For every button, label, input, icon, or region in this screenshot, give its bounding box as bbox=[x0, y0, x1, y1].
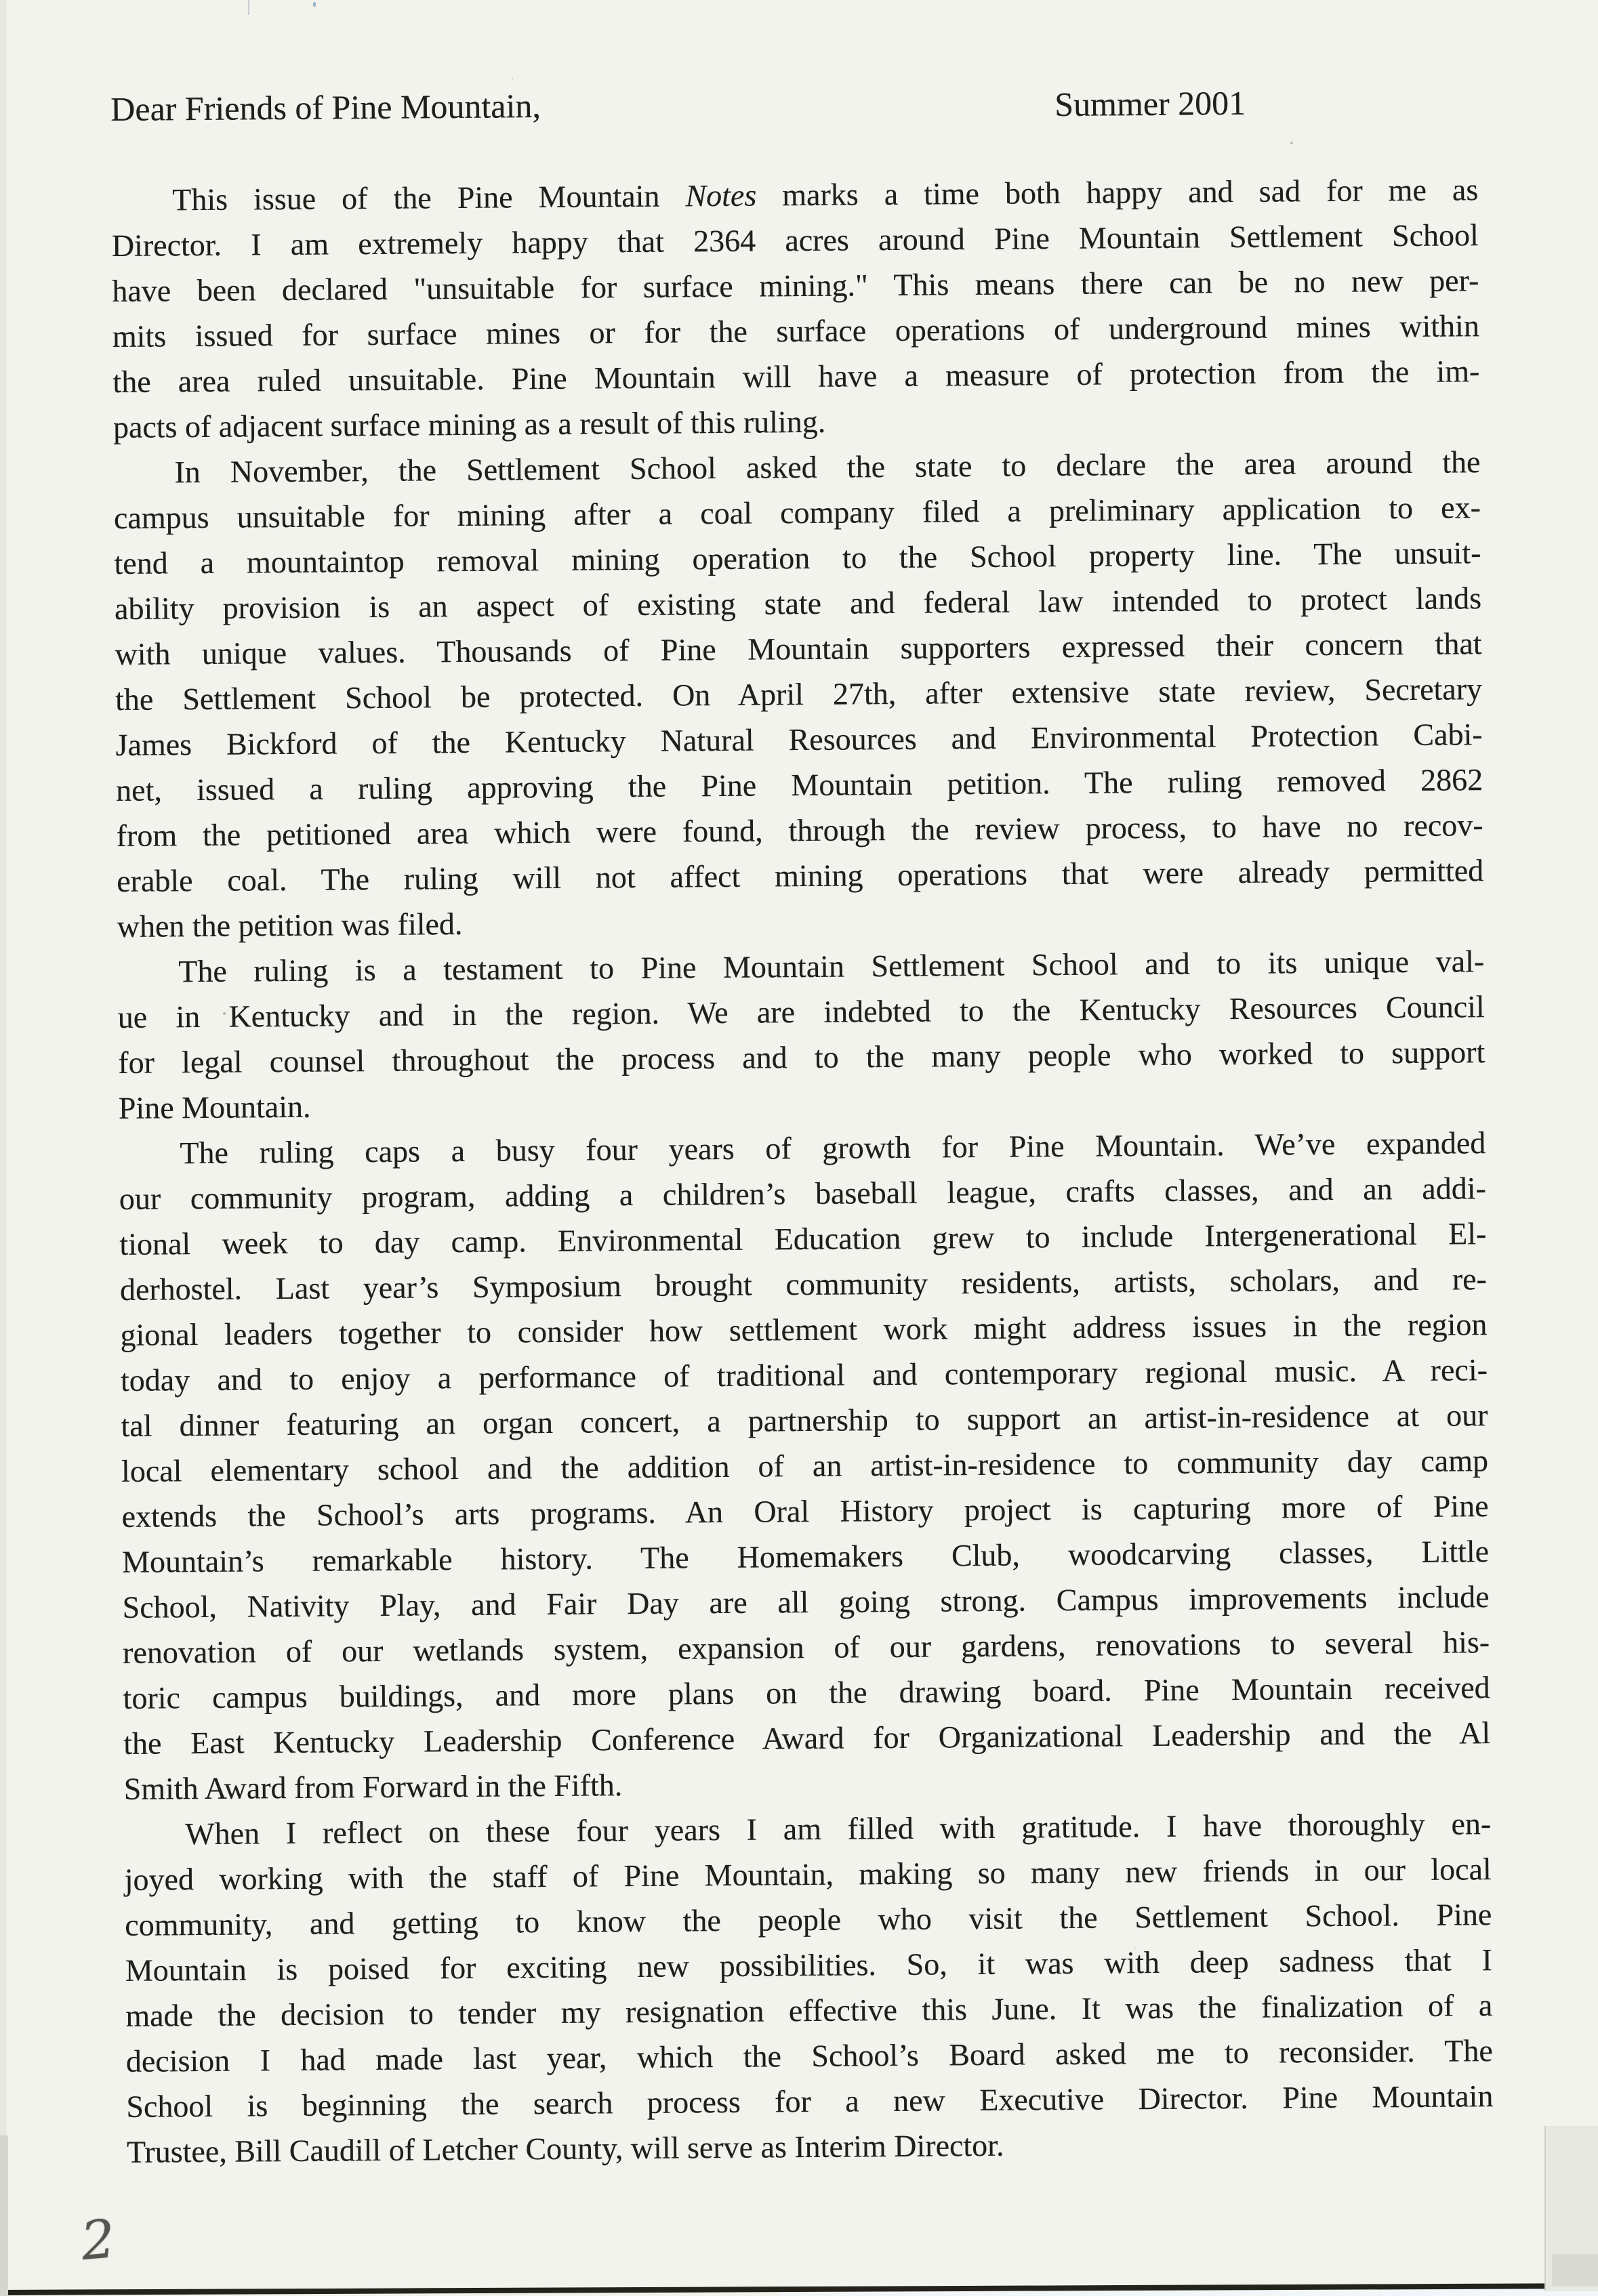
scan-top-tick bbox=[248, 0, 249, 15]
scan-corner-mark bbox=[1552, 2254, 1598, 2286]
letter-line: Trustee, Bill Caudill of Letcher County, will serve as Interim Director. bbox=[126, 2127, 1004, 2169]
letter-line: the East Kentucky Leadership Conference Award for Organizational Leadership and the Al bbox=[123, 1715, 1491, 1761]
letter-line: The ruling is a testament to Pine Mountain Settlement School and to its unique val- bbox=[178, 944, 1485, 989]
scan-speck bbox=[313, 2, 316, 7]
letter-line: renovation of our wetlands system, expansion of our gardens, renovations to several his- bbox=[122, 1625, 1490, 1670]
letter-line: the Settlement School be protected. On April 27th, after extensive state review, Secretary bbox=[115, 671, 1483, 717]
letter-line: In November, the Settlement School asked the state to declare the area around the bbox=[174, 444, 1481, 490]
letter-line: net, issued a ruling approving the Pine Mountain petition. The ruling removed 2862 bbox=[115, 762, 1483, 808]
letter-greeting: Dear Friends of Pine Mountain, bbox=[110, 87, 541, 128]
letter-line: today and to enjoy a performance of traditional and contemporary regional music. A reci- bbox=[120, 1352, 1488, 1398]
letter-line: when the petition was filed. bbox=[117, 906, 463, 944]
letter-line: the area ruled unsuitable. Pine Mountain will have a measure of protection from the im- bbox=[112, 354, 1480, 399]
letter-line: pacts of adjacent surface mining as a result of this ruling. bbox=[112, 404, 826, 444]
letter-line: gional leaders together to consider how settlement work might address issues in the region bbox=[120, 1307, 1488, 1352]
letter-line: joyed working with the staff of Pine Mountain, making so many new friends in our local bbox=[124, 1852, 1492, 1897]
letter-content bbox=[110, 76, 1494, 2175]
letter-line: erable coal. The ruling will not affect mining operations that were already permitted bbox=[117, 853, 1484, 898]
letter-line: Mountain is poised for exciting new possibilities. So, it was with deep sadness that I bbox=[125, 1942, 1492, 1988]
letter-line: Smith Award from Forward in the Fifth. bbox=[123, 1768, 623, 1806]
letter-line: School, Nativity Play, and Fair Day are all going strong. Campus improvements include bbox=[122, 1579, 1490, 1625]
letter-line: for legal counsel throughout the process and to the many people who worked to support bbox=[118, 1035, 1486, 1080]
letter-line: James Bickford of the Kentucky Natural Resources and Environmental Protection Cabi- bbox=[115, 717, 1483, 762]
scan-left-edge-shading bbox=[0, 0, 7, 2296]
letter-line: have been declared "unsuitable for surface mining." This means there can be no new per- bbox=[112, 263, 1479, 308]
letter-line: The ruling caps a busy four years of growth for Pine Mountain. We’ve expanded bbox=[180, 1125, 1486, 1171]
letter-line: local elementary school and the addition of an artist-in-residence to community day camp bbox=[121, 1443, 1489, 1488]
letter-line: derhostel. Last year’s Symposium brought community residents, artists, scholars, and re- bbox=[119, 1261, 1488, 1307]
letter-date: Summer 2001 bbox=[1054, 83, 1246, 124]
letter-line: extends the School’s arts programs. An Oral History project is capturing more of Pine bbox=[121, 1488, 1489, 1534]
letter-line: with unique values. Thousands of Pine Mountain supporters expressed their concern that bbox=[115, 626, 1482, 671]
letter-line: tional week to day camp. Environmental Education grew to include Intergenerational El- bbox=[119, 1216, 1487, 1261]
letter-line: made the decision to tender my resignation effective this June. It was the finalization of a bbox=[125, 1988, 1493, 2033]
page-number: 2 bbox=[79, 2209, 118, 2272]
letter-line: Pine Mountain. bbox=[118, 1089, 311, 1125]
letter-line: tal dinner featuring an organ concert, a partnership to support an artist-in-residence at our bbox=[121, 1398, 1488, 1443]
letter-line: ability provision is an aspect of existing state and federal law intended to protect lands bbox=[114, 581, 1482, 626]
letter-line: Director. I am extremely happy that 2364 acres around Pine Mountain Settlement School bbox=[111, 217, 1479, 263]
letter-line: School is beginning the search process for a new Executive Director. Pine Mountain bbox=[126, 2079, 1494, 2124]
letter-line: campus unsuitable for mining after a coal company filed a preliminary application to ex- bbox=[113, 490, 1481, 535]
letter-line: from the petitioned area which were found, through the review process, to have no recov- bbox=[116, 808, 1483, 853]
letter-line: Mountain’s remarkable history. The Homemakers Club, woodcarving classes, Little bbox=[121, 1534, 1490, 1579]
letter-body bbox=[111, 167, 1494, 2175]
scan-left-edge-mark bbox=[0, 2135, 8, 2296]
letter-line: our community program, adding a children’s baseball league, crafts classes, and an addi- bbox=[119, 1171, 1487, 1216]
letter-line: ue in Kentucky and in the region. We are indebted to the Kentucky Resources Council bbox=[117, 989, 1485, 1035]
letter-line: This issue of the Pine Mountain Notes marks a time both happy and sad for me as bbox=[172, 172, 1479, 217]
letter-line: tend a mountaintop removal mining operation to the School property line. The unsuit- bbox=[114, 535, 1481, 581]
letter-line: decision I had made last year, which the School’s Board asked me to reconsider. The bbox=[125, 2033, 1494, 2079]
letter-line: mits issued for surface mines or for the surface operations of underground mines within bbox=[112, 308, 1480, 354]
letter-line: community, and getting to know the people who visit the Settlement School. Pine bbox=[125, 1897, 1492, 1942]
letter-line: When I reflect on these four years I am filled with gratitude. I have thoroughly en- bbox=[185, 1806, 1492, 1852]
letter-header bbox=[110, 76, 1477, 132]
letter-line: toric campus buildings, and more plans on the drawing board. Pine Mountain received bbox=[123, 1670, 1490, 1715]
scan-specks bbox=[512, 78, 513, 79]
